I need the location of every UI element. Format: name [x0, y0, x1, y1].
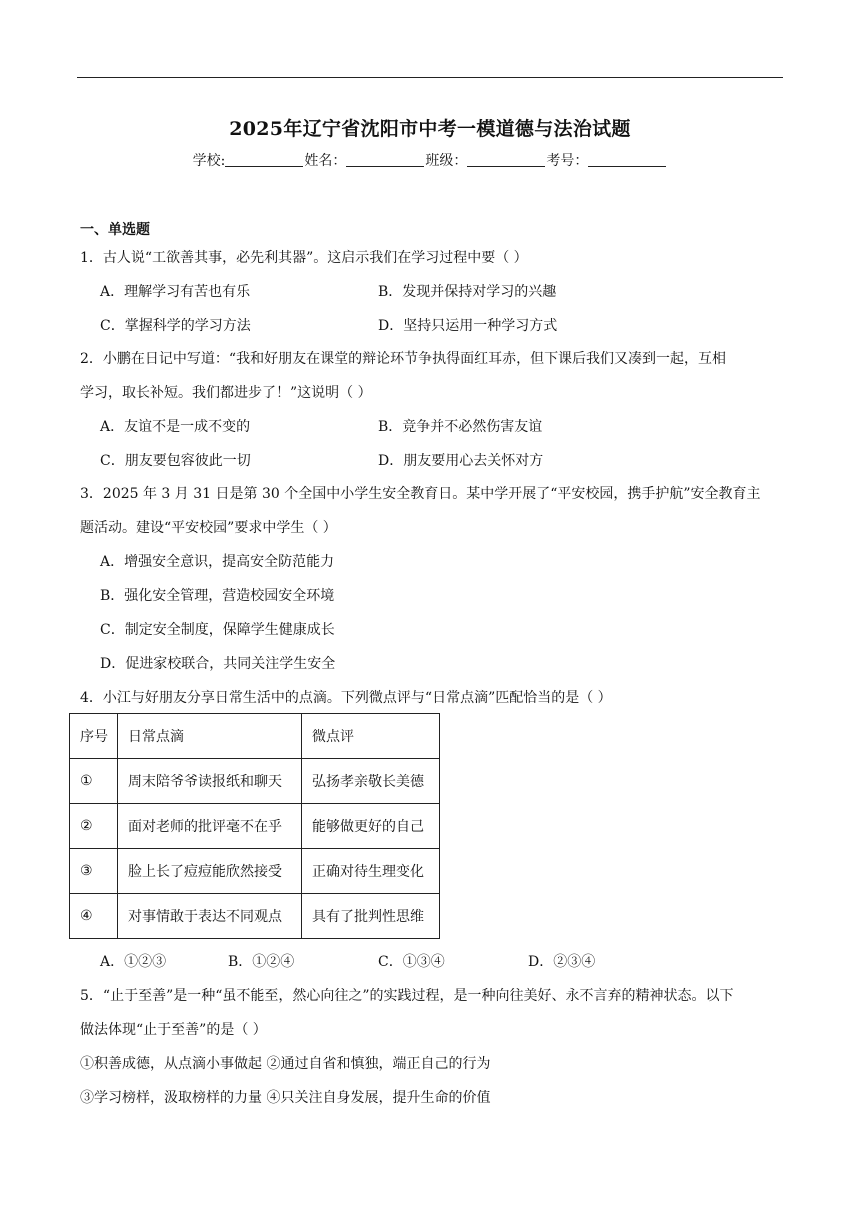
question-3-stem-line-1: 3．2025 年 3 月 31 日是第 30 个全国中小学生安全教育日。某中学开展了“平安校园，携手护航”安全教育主	[80, 486, 761, 502]
question-2-option-a[interactable]: A．友谊不是一成不变的	[100, 419, 251, 435]
question-5-items-line-1: ①积善成德，从点滴小事做起 ②通过自省和慎独，端正自己的行为	[80, 1056, 491, 1072]
class-blank[interactable]	[467, 152, 545, 167]
question-4-option-b[interactable]: B．①②④	[228, 954, 295, 970]
table-row	[70, 849, 440, 894]
question-4-stem: 4．小江与好朋友分享日常生活中的点滴。下列微点评与“日常点滴”匹配恰当的是（ ）	[80, 690, 612, 706]
table-cell: 脸上长了痘痘能欣然接受	[118, 849, 302, 894]
table-cell: ③	[70, 849, 118, 894]
question-1-option-a[interactable]: A．理解学习有苦也有乐	[100, 284, 251, 300]
question-4-option-d[interactable]: D．②③④	[528, 954, 596, 970]
table-cell: 具有了批判性思维	[302, 894, 440, 939]
student-info-row	[0, 150, 860, 170]
table-cell: 能够做更好的自己	[302, 804, 440, 849]
table-row	[70, 804, 440, 849]
table-header-cell: 微点评	[302, 714, 440, 759]
table-cell: 面对老师的批评毫不在乎	[118, 804, 302, 849]
question-2-option-c[interactable]: C．朋友要包容彼此一切	[100, 453, 251, 469]
school-blank[interactable]	[225, 152, 303, 167]
question-3-stem-line-2: 题活动。建设“平安校园”要求中学生（ ）	[80, 520, 337, 536]
question-4-option-a[interactable]: A．①②③	[100, 954, 167, 970]
question-2-stem-line-2: 学习，取长补短。我们都进步了！”这说明（ ）	[80, 385, 372, 401]
table-cell: 弘扬孝亲敬长美德	[302, 759, 440, 804]
school-label: 学校:	[192, 153, 226, 169]
class-label: 班级：	[425, 153, 468, 169]
table-cell: 周末陪爷爷读报纸和聊天	[118, 759, 302, 804]
table-cell: ②	[70, 804, 118, 849]
exam-number-blank[interactable]	[588, 152, 666, 167]
question-1-option-d[interactable]: D．坚持只运用一种学习方式	[378, 318, 558, 334]
table-header-cell: 日常点滴	[118, 714, 302, 759]
exam-number-label: 考号：	[546, 153, 589, 169]
table-cell: 正确对待生理变化	[302, 849, 440, 894]
question-4-option-c[interactable]: C．①③④	[378, 954, 445, 970]
question-2-stem-line-1: 2．小鹏在日记中写道：“我和好朋友在课堂的辩论环节争执得面红耳赤，但下课后我们又凑到一起，互相	[80, 351, 727, 367]
table-cell: 对事情敢于表达不同观点	[118, 894, 302, 939]
question-4-table	[69, 713, 440, 939]
question-3-option-c[interactable]: C．制定安全制度，保障学生健康成长	[100, 622, 335, 638]
name-blank[interactable]	[346, 152, 424, 167]
question-1-option-b[interactable]: B．发现并保持对学习的兴趣	[378, 284, 557, 300]
table-header-cell: 序号	[70, 714, 118, 759]
section-heading: 一、单选题	[80, 222, 150, 238]
question-5-stem-line-2: 做法体现“止于至善”的是（ ）	[80, 1022, 267, 1038]
question-5-items-line-2: ③学习榜样，汲取榜样的力量 ④只关注自身发展，提升生命的价值	[80, 1090, 491, 1106]
question-1-stem: 1．古人说“工欲善其事，必先利其器”。这启示我们在学习过程中要（ ）	[80, 250, 528, 266]
question-5-stem-line-1: 5．“止于至善”是一种“虽不能至，然心向往之”的实践过程，是一种向往美好、永不言弃的精神状态。以下	[80, 988, 734, 1004]
question-3-option-b[interactable]: B．强化安全管理，营造校园安全环境	[100, 588, 335, 604]
question-3-option-a[interactable]: A．增强安全意识，提高安全防范能力	[100, 554, 335, 570]
table-header-row	[70, 714, 440, 759]
header-rule	[77, 77, 783, 78]
question-3-option-d[interactable]: D．促进家校联合，共同关注学生安全	[100, 656, 336, 672]
table-row	[70, 894, 440, 939]
table-cell: ④	[70, 894, 118, 939]
question-1-option-c[interactable]: C．掌握科学的学习方法	[100, 318, 251, 334]
table-cell: ①	[70, 759, 118, 804]
page-title: 2025年辽宁省沈阳市中考一模道德与法治试题	[229, 118, 631, 140]
name-label: 姓名：	[304, 153, 347, 169]
question-2-option-d[interactable]: D．朋友要用心去关怀对方	[378, 453, 544, 469]
table-row	[70, 759, 440, 804]
question-2-option-b[interactable]: B．竞争并不必然伤害友谊	[378, 419, 543, 435]
